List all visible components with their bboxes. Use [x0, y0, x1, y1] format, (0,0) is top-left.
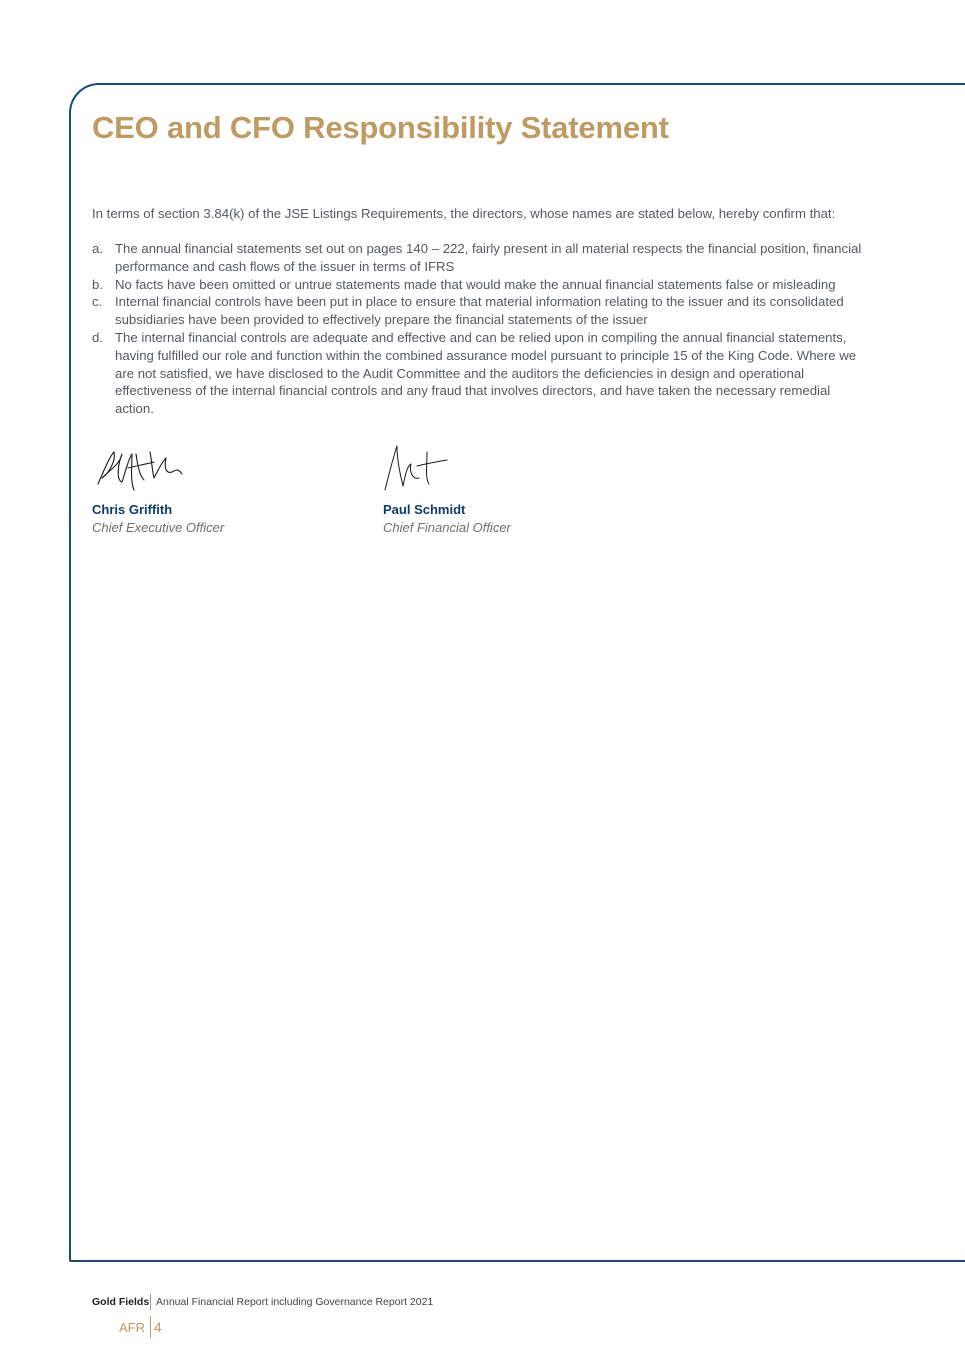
- list-item-text: The annual financial statements set out on pages 140 – 222, fairly present in all material respects the financial position, financial performance and cash flows of the issuer in terms of IFRS: [115, 241, 862, 274]
- list-marker: c.: [92, 294, 103, 310]
- cfo-name: Paul Schmidt: [383, 502, 466, 517]
- intro-paragraph: In terms of section 3.84(k) of the JSE Listings Requirements, the directors, whose names are stated below, hereby confirm that:: [92, 206, 836, 221]
- list-item: [92, 276, 872, 294]
- footer-section-label: AFR: [119, 1320, 145, 1335]
- footer-brand: Gold Fields: [92, 1296, 150, 1308]
- list-marker: b.: [92, 276, 103, 292]
- list-item: [92, 240, 872, 276]
- cfo-signature-image: [383, 440, 463, 496]
- cfo-signature-block: [383, 440, 603, 535]
- ceo-signature-image: [92, 440, 192, 496]
- list-item: [92, 329, 872, 418]
- footer-divider: [150, 1294, 151, 1310]
- list-item-text: Internal financial controls have been put in place to ensure that material information relating to the issuer and its consolidated subsidiaries have been provided to effectively prepare the financial statements of the issuer: [115, 294, 844, 328]
- footer-page-divider: [150, 1316, 151, 1338]
- list-marker: d.: [92, 329, 103, 345]
- ceo-signature-block: [92, 440, 312, 535]
- ceo-title: Chief Executive Officer: [92, 520, 225, 535]
- ceo-name: Chris Griffith: [92, 502, 173, 517]
- footer-report-title: Annual Financial Report including Governance Report 2021: [156, 1296, 434, 1308]
- list-item: [92, 293, 872, 329]
- confirmation-list: [92, 240, 872, 418]
- list-marker: a.: [92, 241, 103, 256]
- list-item-text: The internal financial controls are adequate and effective and can be relied upon in compiling the annual financial statements, having fulfilled our role and function within the combined assurance model pursuant to principle 15 of the King Code. Where we are not satisfied, we have disclosed to the Audit Committee and the auditors the deficiencies in design and operational effectiveness of the internal financial controls and any fraud that involves directors, and have taken the necessary remedial action.: [115, 329, 857, 417]
- list-item-text: No facts have been omitted or untrue statements made that would make the annual financial statements false or misleading: [115, 276, 836, 292]
- cfo-title: Chief Financial Officer: [383, 520, 511, 535]
- page-number: 4: [154, 1319, 162, 1335]
- page-title: CEO and CFO Responsibility Statement: [92, 110, 669, 145]
